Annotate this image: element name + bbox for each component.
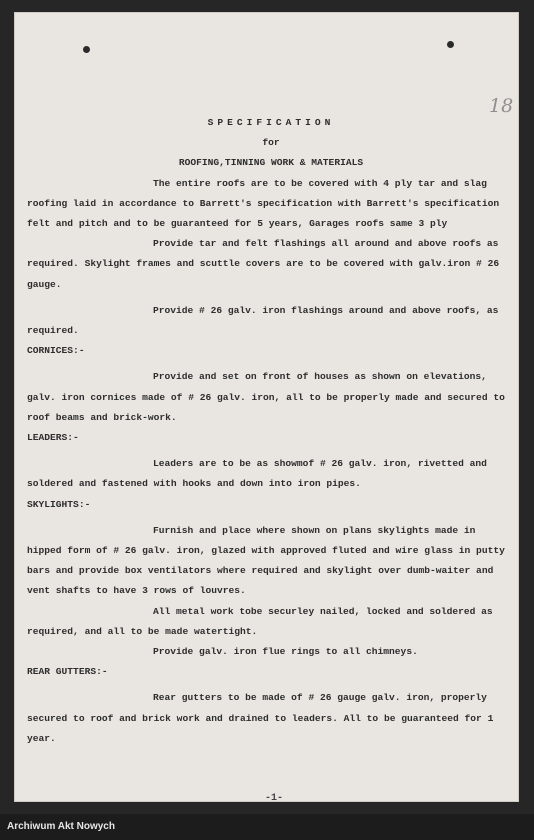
paragraph: Provide galv. iron flue rings to all chimneys. bbox=[153, 646, 418, 658]
document-subtitle: for bbox=[262, 137, 280, 149]
document-title: SPECIFICATION bbox=[207, 117, 335, 128]
paragraph: Furnish and place where shown on plans skylights made in hipped form of # 26 galv. iron, glazed with approved fluted and wire glass in putty bars and provide box ventilators where required and skylight over dumb-waiter and vent shafts to have 3 rows of louvres. bbox=[27, 524, 505, 597]
archive-label: Archiwum Akt Nowych bbox=[7, 821, 115, 832]
document-body bbox=[27, 113, 515, 749]
paragraph: All metal work tobe securley nailed, locked and soldered as required, and all to be made watertight. bbox=[27, 605, 493, 637]
handwritten-page-number: 18 bbox=[489, 95, 514, 117]
paragraph: Provide tar and felt flashings all around and above roofs as required. Skylight frames and scuttle covers are to be covered with galv.iron # 26 gauge. bbox=[27, 238, 500, 290]
paragraph: Leaders are to be as showmof # 26 galv. iron, rivetted and soldered and fastened with hooks and down into iron pipes. bbox=[27, 458, 487, 490]
paragraph: Rear gutters to be made of # 26 gauge galv. iron, properly secured to roof and brick work and drained to leaders. All to be guaranteed for 1 year. bbox=[27, 692, 494, 744]
section-heading-skylights: SKYLIGHTS:- bbox=[27, 498, 91, 510]
punch-hole-right bbox=[447, 41, 454, 48]
section-heading-cornices: CORNICES:- bbox=[27, 345, 85, 357]
archive-footer-bar bbox=[0, 814, 534, 840]
document-page bbox=[14, 12, 519, 802]
section-heading-rear-gutters: REAR GUTTERS:- bbox=[27, 666, 108, 678]
document-subject: ROOFING,TINNING WORK & MATERIALS bbox=[178, 157, 364, 169]
footer-page-marker: -1- bbox=[265, 793, 284, 804]
punch-hole-left bbox=[83, 46, 90, 53]
section-heading-leaders: LEADERS:- bbox=[27, 432, 79, 444]
paragraph: The entire roofs are to be covered with 4 ply tar and slag roofing laid in accordance to Barrett's specification with Barrett's specification felt and pitch and to be guaranteed for 5 years, Garages roofs same 3 ply bbox=[27, 177, 500, 230]
paragraph: Provide and set on front of houses as shown on elevations, galv. iron cornices made of # 26 galv. iron, all to be properly made and secured to roof beams and brick-work. bbox=[27, 371, 505, 423]
paragraph: Provide # 26 galv. iron flashings around and above roofs, as required. bbox=[27, 304, 499, 337]
